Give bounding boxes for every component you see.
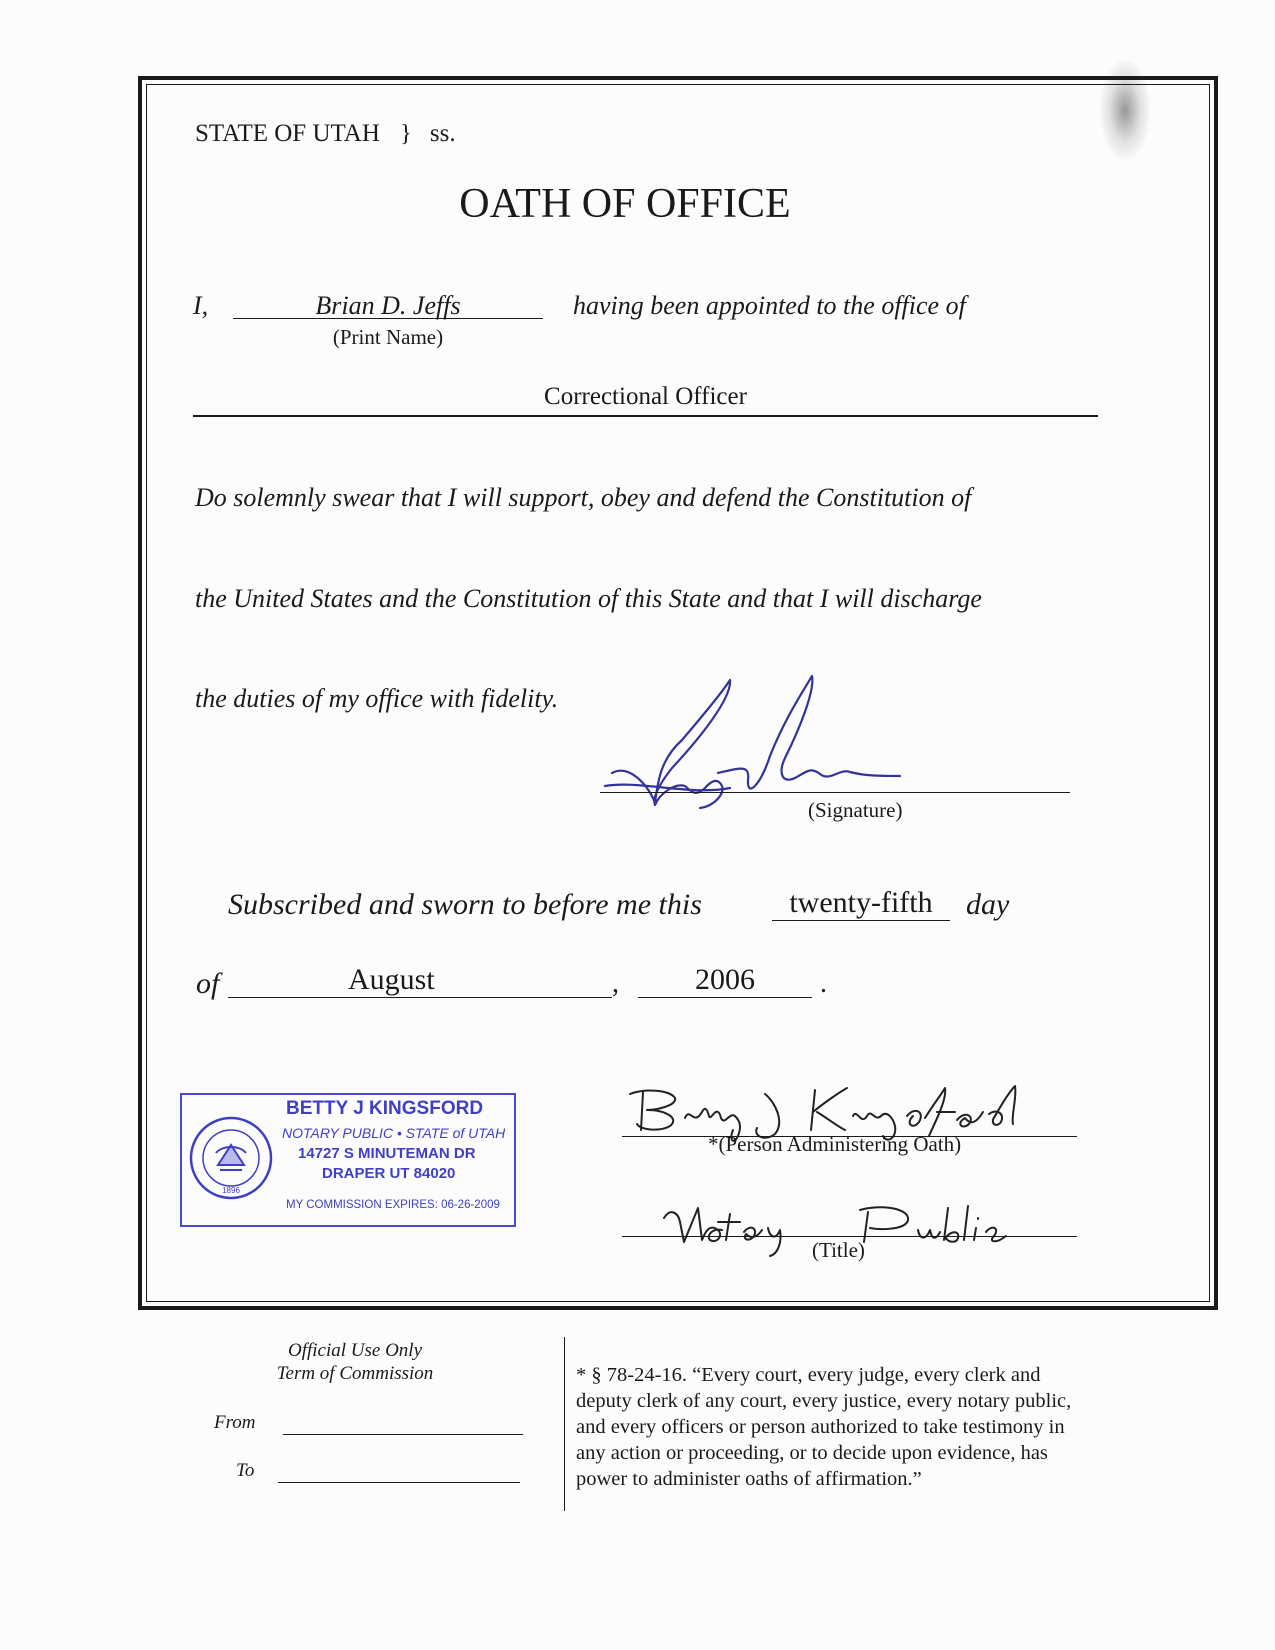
print-name-line bbox=[233, 318, 543, 319]
administrator-caption: *(Person Administering Oath) bbox=[708, 1132, 962, 1156]
from-label: From bbox=[214, 1412, 256, 1433]
appointee-signature bbox=[600, 668, 900, 818]
state-header bbox=[195, 120, 456, 148]
seal-year: 1896 bbox=[222, 1186, 240, 1195]
statute-line-3: and every officers or person authorized to take testimony in bbox=[576, 1416, 1065, 1438]
stamp-line-2: NOTARY PUBLIC • STATE of UTAH bbox=[282, 1125, 506, 1141]
official-use-subtitle: Term of Commission bbox=[276, 1363, 434, 1384]
statute-line-5: power to administer oaths of affirmation.” bbox=[576, 1468, 922, 1490]
sworn-period: . bbox=[820, 968, 827, 999]
oath-line-1: Do solemnly swear that I will support, obey and defend the Constitution of bbox=[195, 483, 972, 512]
title-line bbox=[622, 1236, 1077, 1237]
statute-line-1: * § 78-24-16. “Every court, every judge, every clerk and bbox=[576, 1364, 1041, 1386]
sworn-of: of bbox=[196, 967, 220, 1000]
to-label: To bbox=[236, 1460, 255, 1481]
stamp-line-3: 14727 S MINUTEMAN DR bbox=[298, 1145, 476, 1162]
title-caption: (Title) bbox=[812, 1238, 865, 1262]
notary-stamp bbox=[180, 1093, 516, 1227]
signature-line bbox=[600, 792, 1070, 793]
oath-line-3: the duties of my office with fidelity. bbox=[195, 684, 559, 713]
statute-text bbox=[576, 1362, 1071, 1492]
office-value: Correctional Officer bbox=[544, 383, 747, 410]
sworn-month-value: August bbox=[348, 963, 435, 996]
from-line[interactable] bbox=[283, 1434, 523, 1435]
sworn-day-value: twenty-fifth bbox=[789, 886, 933, 919]
print-name-value: Brian D. Jeffs bbox=[315, 291, 461, 320]
appointment-suffix: having been appointed to the office of bbox=[573, 291, 966, 320]
oath-line-2: the United States and the Constitution of this State and that I will discharge bbox=[195, 584, 982, 613]
brace: } bbox=[400, 121, 412, 147]
sworn-prefix: Subscribed and sworn to before me this bbox=[228, 888, 702, 921]
ss-label: ss. bbox=[429, 120, 456, 147]
sworn-day-word: day bbox=[966, 888, 1010, 921]
i-prefix: I, bbox=[193, 291, 209, 320]
office-line bbox=[193, 415, 1098, 417]
official-use-title: Official Use Only bbox=[287, 1340, 423, 1361]
to-line[interactable] bbox=[278, 1482, 520, 1483]
state-name: STATE OF UTAH bbox=[195, 120, 380, 147]
signature-caption: (Signature) bbox=[808, 798, 903, 822]
page-title: OATH OF OFFICE bbox=[459, 181, 791, 227]
statute-line-2: deputy clerk of any court, every justice, every notary public, bbox=[576, 1390, 1072, 1412]
stamp-line-4: DRAPER UT 84020 bbox=[322, 1165, 456, 1182]
sworn-year-line bbox=[638, 997, 812, 998]
sworn-month-line bbox=[228, 997, 612, 998]
print-name-caption: (Print Name) bbox=[332, 325, 444, 349]
state-seal-icon bbox=[188, 1115, 274, 1201]
sworn-day-line bbox=[772, 920, 950, 921]
stamp-line-5: MY COMMISSION EXPIRES: 06-26-2009 bbox=[286, 1199, 500, 1211]
stamp-name: BETTY J KINGSFORD bbox=[286, 1098, 484, 1119]
sworn-year-value: 2006 bbox=[695, 963, 755, 996]
sworn-comma: , bbox=[612, 968, 619, 999]
statute-line-4: any action or proceeding, or to decide upon evidence, has bbox=[576, 1442, 1048, 1464]
footer-divider bbox=[564, 1337, 565, 1511]
